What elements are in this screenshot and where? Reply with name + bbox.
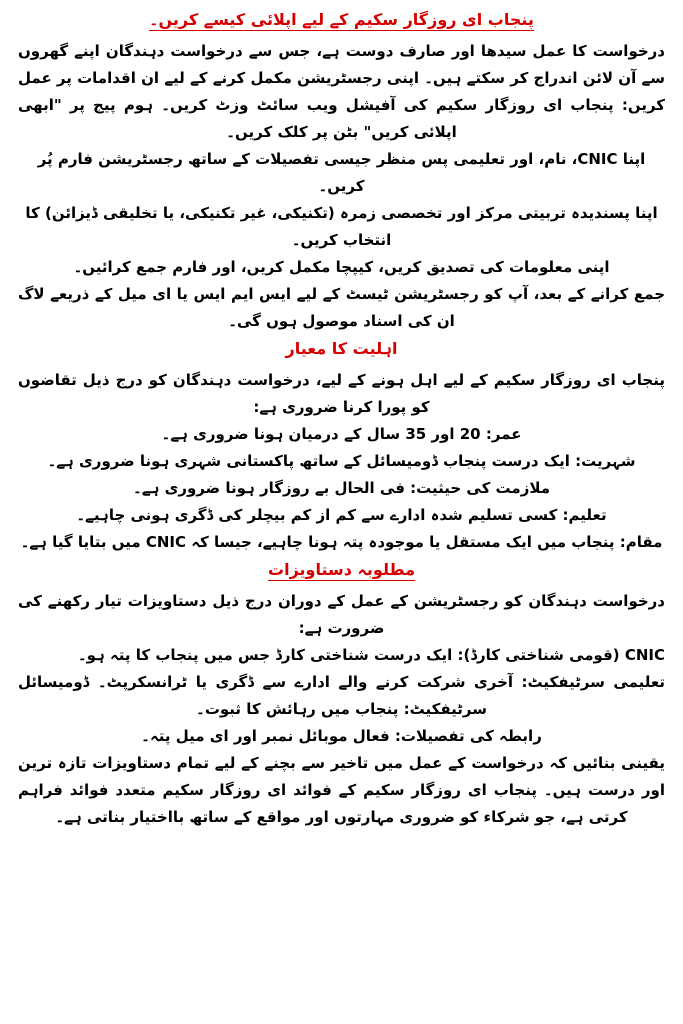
closing-paragraph: یقینی بنائیں کہ درخواست کے عمل میں تاخیر سے بچنے کے لیے تمام دستاویزات تازہ ترین اور درست ہیں۔ پنجاب ای روزگار سکیم کے فوائد ای روزگار سکیم متعدد فوائد فراہم کرتی ہے، جو شرکاء کو ضروری مہارتوں اور مواقع کے ساتھ بااختیار بناتی ہے۔ [18, 754, 665, 826]
eligibility-heading: اہلیت کا معیار [285, 339, 398, 358]
step-item: اپنا CNIC، نام، اور تعلیمی پس منظر جیسی تفصیلات کے ساتھ رجسٹریشن فارم پُر کریں۔ [37, 150, 646, 195]
eligibility-intro: پنجاب ای روزگار سکیم کے لیے اہل ہونے کے لیے، درخواست دہندگان کو درج ذیل تقاضوں کو پورا کرنا ضروری ہے: [18, 371, 665, 416]
main-heading [18, 8, 665, 32]
intro-paragraph: درخواست کا عمل سیدھا اور صارف دوست ہے، جس سے درخواست دہندگان اپنے گھروں سے آن لائن اندراج کر سکتے ہیں۔ اپنی رجسٹریشن مکمل کرنے کے لیے ان اقدامات پر عمل کریں: پنجاب ای روزگار سکیم کی آفیشل ویب سائٹ وزٹ کریں۔ ہوم پیج پر "ابھی اپلائی کریں" بٹن پر کلک کریں۔ [18, 42, 665, 141]
eligibility-item: مقام: پنجاب میں ایک مستقل یا موجودہ پتہ ہونا چاہیے، جیسا کہ CNIC میں بتایا گیا ہے۔ [20, 533, 663, 551]
step-item: اپنا پسندیدہ تربیتی مرکز اور تخصصی زمرہ (تکنیکی، غیر تکنیکی، یا تخلیقی ڈیزائن) کا انتخاب کریں۔ [25, 204, 658, 249]
documents-intro: درخواست دہندگان کو رجسٹریشن کے عمل کے دوران درج ذیل دستاویزات تیار رکھنے کی ضرورت ہے: [18, 592, 665, 637]
documents-heading [18, 558, 665, 582]
document-item: رابطہ کی تفصیلات: فعال موبائل نمبر اور ای میل پتہ۔ [141, 727, 542, 745]
eligibility-item: تعلیم: کسی تسلیم شدہ ادارے سے کم از کم بیچلر کی ڈگری ہونی چاہیے۔ [76, 506, 607, 524]
after-submission-paragraph: جمع کرانے کے بعد، آپ کو رجسٹریشن ٹیسٹ کے لیے ایس ایم ایس یا ای میل کے ذریعے لاگ ان کی اسناد موصول ہوں گی۔ [18, 285, 665, 330]
document-item: تعلیمی سرٹیفکیٹ: آخری شرکت کرنے والے ادارے سے ڈگری یا ٹرانسکرپٹ۔ ڈومیسائل سرٹیفکیٹ: پنجاب میں رہائش کا ثبوت۔ [18, 673, 665, 718]
documents-heading-text: مطلوبہ دستاویزات [268, 560, 415, 579]
main-heading-text: پنجاب ای روزگار سکیم کے لیے اپلائی کیسے کریں۔ [149, 10, 534, 29]
document-item: CNIC (قومی شناختی کارڈ): ایک درست شناختی کارڈ جس میں پنجاب کا پتہ ہو۔ [77, 646, 665, 664]
eligibility-item: شہریت: ایک درست پنجاب ڈومیسائل کے ساتھ پاکستانی شہری ہونا ضروری ہے۔ [47, 452, 636, 470]
eligibility-item: ملازمت کی حیثیت: فی الحال بے روزگار ہونا ضروری ہے۔ [132, 479, 551, 497]
step-item: اپنی معلومات کی تصدیق کریں، کیپچا مکمل کریں، اور فارم جمع کرائیں۔ [73, 258, 610, 276]
eligibility-item: عمر: 20 اور 35 سال کے درمیان ہونا ضروری ہے۔ [161, 425, 522, 443]
